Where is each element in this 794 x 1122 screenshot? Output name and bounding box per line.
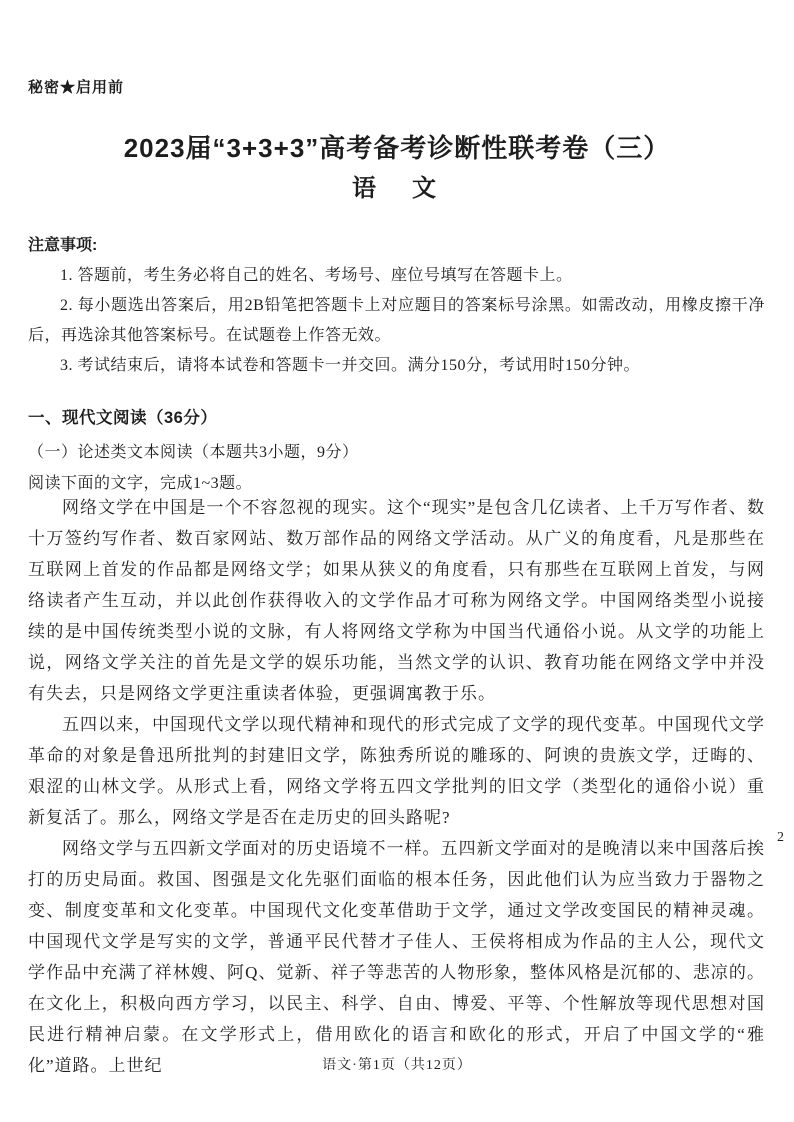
- reading-passage: [28, 492, 765, 1081]
- notice-item-2: 2. 每小题选出答案后，用2B铅笔把答题卡上对应题目的答案标号涂黑。如需改动，用橡皮擦干净后，再选涂其他答案标号。在试题卷上作答无效。: [28, 297, 765, 344]
- passage-paragraph-1: 网络文学在中国是一个不容忽视的现实。这个“现实”是包含几亿读者、上千万写作者、数十万签约写作者、数百家网站、数万部作品的网络文学活动。从广义的角度看，凡是那些在互联网上首发的作品都是网络文学；如果从狭义的角度看，只有那些在互联网上首发，与网络读者产生互动，并以此创作获得收入的文学作品才可称为网络文学。中国网络类型小说接续的是中国传统类型小说的文脉，有人将网络文学称为中国当代通俗小说。从文学的功能上说，网络文学关注的首先是文学的娱乐功能，当然文学的认识、教育功能在网络文学中并没有失去，只是网络文学更注重读者体验，更强调寓教于乐。: [28, 498, 765, 703]
- passage-paragraph-3: 网络文学与五四新文学面对的历史语境不一样。五四新文学面对的是晚清以来中国落后挨打的历史局面。救国、图强是文化先驱们面临的根本任务，因此他们认为应当致力于器物之变、制度变革和文化变革。中国现代文化变革借助于文学，通过文学改变国民的精神灵魂。中国现代文学是写实的文学，普通平民代替才子佳人、王侯将相成为作品的主人公，现代文学作品中充满了祥林嫂、阿Q、觉新、祥子等悲苦的人物形象，整体风格是沉郁的、悲凉的。在文化上，积极向西方学习，以民主、科学、自由、博爱、平等、个性解放等现代思想对国民进行精神启蒙。在文学形式上，借用欧化的语言和欧化的形式，开启了中国文学的“雅化”道路。上世纪: [28, 839, 765, 1075]
- classification-label: 秘密★启用前: [28, 79, 125, 96]
- notice-item-3: 3. 考试结束后，请将本试卷和答题卡一并交回。满分150分，考试用时150分钟。: [60, 357, 641, 374]
- margin-page-number: 2: [777, 830, 784, 845]
- notice-heading: 注意事项:: [28, 237, 98, 254]
- exam-subject: 语 文: [352, 175, 442, 202]
- reading-instruction: 阅读下面的文字，完成1~3题。: [28, 475, 253, 492]
- passage-paragraph-2: 五四以来，中国现代文学以现代精神和现代的形式完成了文学的现代变革。中国现代文学革命的对象是鲁迅所批判的封建旧文学，陈独秀所说的雕琢的、阿谀的贵族文学，迂晦的、艰涩的山林文学。从形式上看，网络文学将五四文学批判的旧文学（类型化的通俗小说）重新复活了。那么，网络文学是否在走历史的回头路呢?: [28, 715, 765, 827]
- page-footer: 语文·第1页（共12页）: [322, 1058, 472, 1073]
- subsection-heading-argumentative-reading: （一）论述类文本阅读（本题共3小题，9分）: [28, 444, 359, 461]
- notice-section: [28, 232, 765, 381]
- exam-title: 2023届“3+3+3”高考备考诊断性联考卷（三）: [123, 133, 671, 163]
- notice-item-1: 1. 答题前，考生务必将自己的姓名、考场号、座位号填写在答题卡上。: [60, 267, 573, 284]
- section-heading-modern-reading: 一、现代文阅读（36分）: [28, 409, 218, 427]
